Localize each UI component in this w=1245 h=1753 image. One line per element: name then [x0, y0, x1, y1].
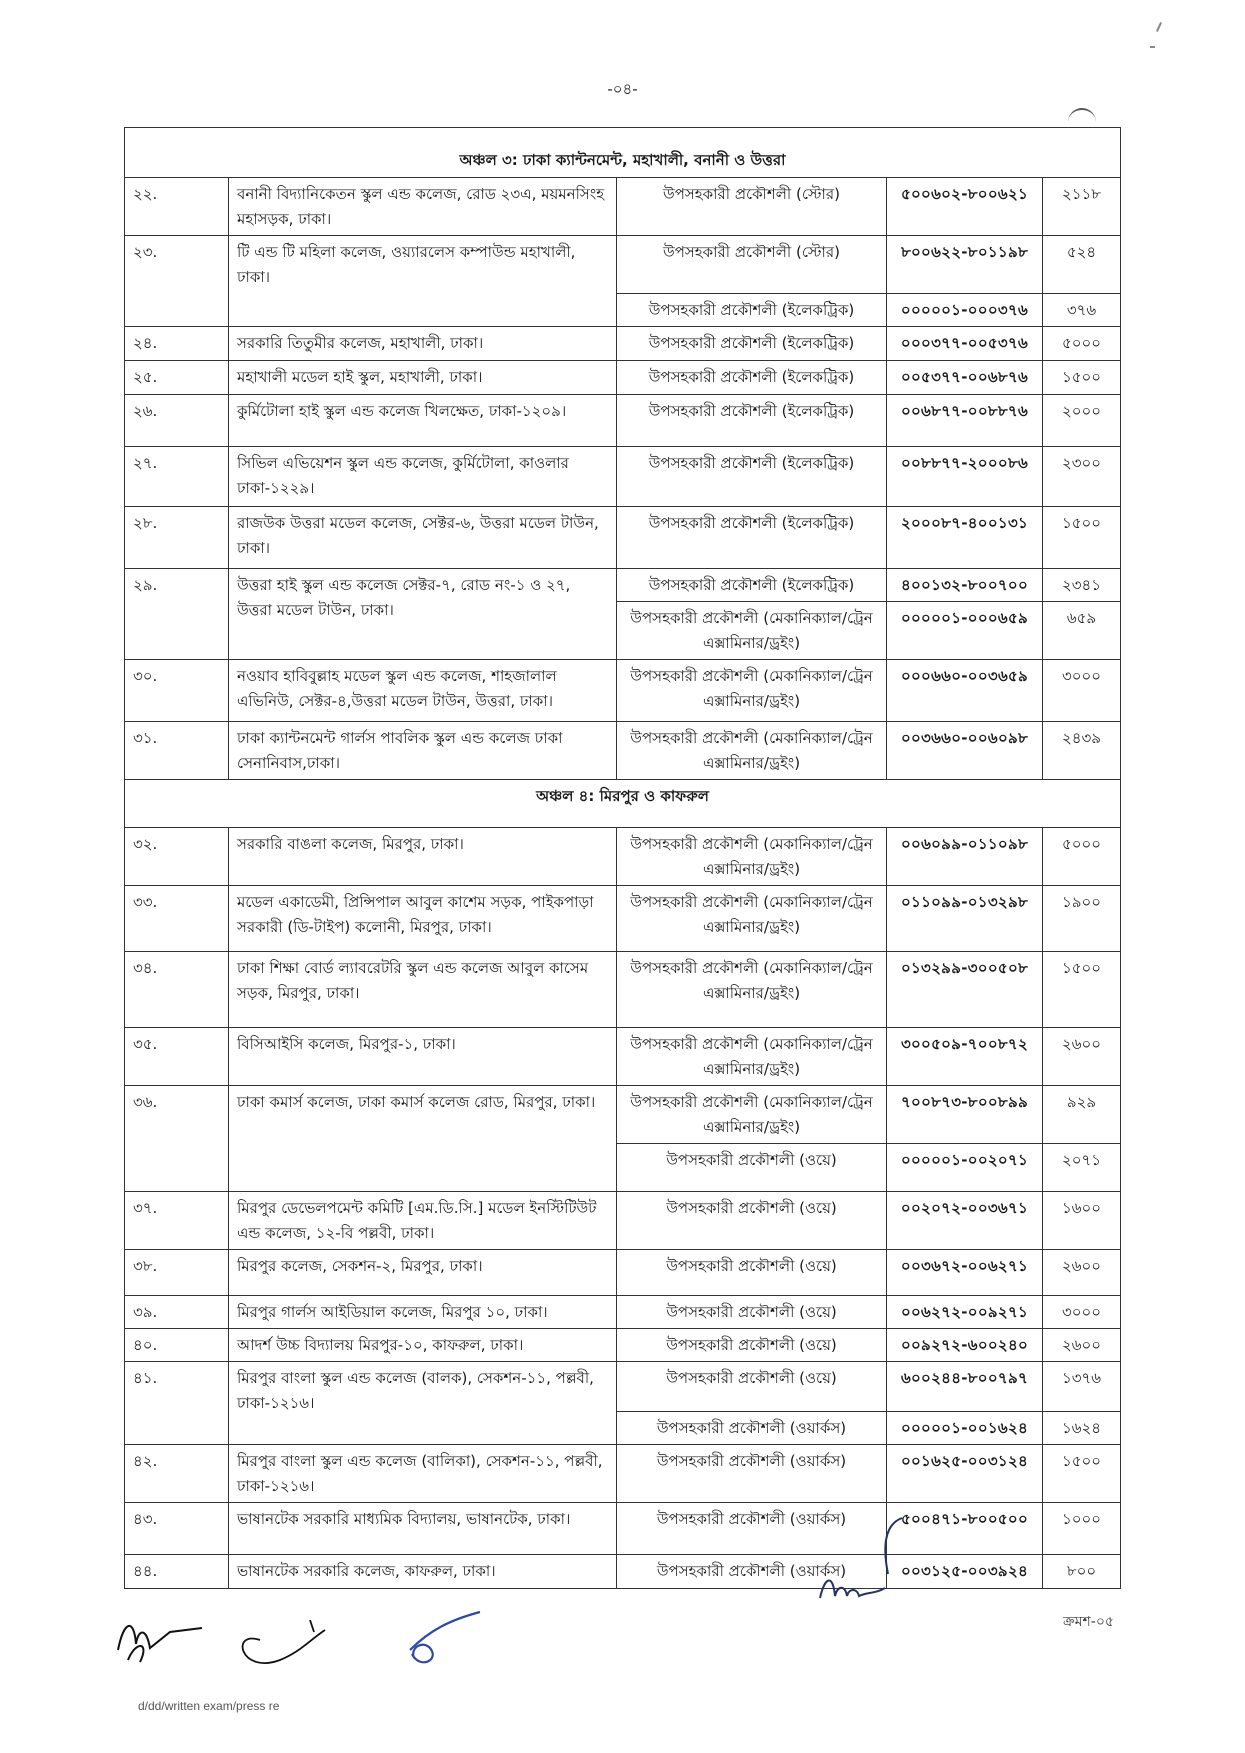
post-cell: উপসহকারী প্রকৌশলী (ইলেকট্রিক)	[617, 395, 887, 447]
institution-cell: ঢাকা কমার্স কলেজ, ঢাকা কমার্স কলেজ রোড, মিরপুর, ঢাকা।	[229, 1086, 617, 1192]
post-cell: উপসহকারী প্রকৌশলী (ইলেকট্রিক)	[617, 569, 887, 602]
serial-cell: ২৮.	[125, 507, 229, 569]
post-cell: উপসহকারী প্রকৌশলী (ওয়ে)	[617, 1250, 887, 1296]
table-row	[125, 1555, 1121, 1589]
institution-cell: সরকারি তিতুমীর কলেজ, মহাখালী, ঢাকা।	[229, 327, 617, 361]
table-row	[125, 1503, 1121, 1555]
table-row	[125, 952, 1121, 1028]
serial-cell: ২৯.	[125, 569, 229, 660]
candidate-count-cell: ২১১৮	[1043, 178, 1121, 236]
post-cell: উপসহকারী প্রকৌশলী (মেকানিক্যাল/ট্রেন এক্সামিনার/ড্রইং)	[617, 952, 887, 1028]
roll-range-cell: ০০৫৩৭৭-০০৬৮৭৬	[887, 361, 1043, 395]
candidate-count-cell: ২৩৪১	[1043, 569, 1121, 602]
post-cell: উপসহকারী প্রকৌশলী (মেকানিক্যাল/ট্রেন এক্সামিনার/ড্রইং)	[617, 602, 887, 660]
post-cell: উপসহকারী প্রকৌশলী (ওয়ে)	[617, 1329, 887, 1362]
candidate-count-cell: ৫২৪	[1043, 236, 1121, 294]
candidate-count-cell: ৮০০	[1043, 1555, 1121, 1589]
table-row	[125, 361, 1121, 395]
table-row	[125, 1192, 1121, 1250]
candidate-count-cell: ৬৫৯	[1043, 602, 1121, 660]
roll-range-cell: ০০৩৬৭২-০০৬২৭১	[887, 1250, 1043, 1296]
corner-tick	[1150, 46, 1155, 48]
table-row	[125, 1296, 1121, 1329]
post-cell: উপসহকারী প্রকৌশলী (মেকানিক্যাল/ট্রেন এক্সামিনার/ড্রইং)	[617, 660, 887, 722]
roll-range-cell: ০০৬৮৭৭-০০৮৮৭৬	[887, 395, 1043, 447]
post-cell: উপসহকারী প্রকৌশলী (মেকানিক্যাল/ট্রেন এক্সামিনার/ড্রইং)	[617, 1028, 887, 1086]
post-cell: উপসহকারী প্রকৌশলী (ওয়ে)	[617, 1192, 887, 1250]
region-heading: অঞ্চল ৩: ঢাকা ক্যান্টনমেন্ট, মহাখালী, বনানী ও উত্তরা	[125, 128, 1121, 178]
table-row	[125, 236, 1121, 294]
roll-range-cell: ৫০০৪৭১-৮০০৫০০	[887, 1503, 1043, 1555]
table-row	[125, 1086, 1121, 1144]
region-heading-row	[125, 780, 1121, 828]
candidate-count-cell: ২০৭১	[1043, 1144, 1121, 1192]
region-heading-row	[125, 128, 1121, 178]
roll-range-cell: ০০৬০৯৯-০১১০৯৮	[887, 828, 1043, 886]
roll-range-cell: ০০০০০১-০০০৬৫৯	[887, 602, 1043, 660]
roll-range-cell: ০০০০০১-০০০৩৭৬	[887, 294, 1043, 327]
serial-cell: ৪৩.	[125, 1503, 229, 1555]
candidate-count-cell: ১৯০০	[1043, 886, 1121, 952]
candidate-count-cell: ১০০০	[1043, 1503, 1121, 1555]
corner-tick	[1156, 22, 1162, 32]
institution-cell: টি এন্ড টি মহিলা কলেজ, ওয়্যারলেস কম্পাউন্ড মহাখালী, ঢাকা।	[229, 236, 617, 327]
post-cell: উপসহকারী প্রকৌশলী (মেকানিক্যাল/ট্রেন এক্সামিনার/ড্রইং)	[617, 1086, 887, 1144]
candidate-count-cell: ২৪৩৯	[1043, 722, 1121, 780]
page-number: -০৪-	[607, 80, 638, 98]
candidate-count-cell: ১৬০০	[1043, 1192, 1121, 1250]
serial-cell: ৩৭.	[125, 1192, 229, 1250]
serial-cell: ৪০.	[125, 1329, 229, 1362]
post-cell: উপসহকারী প্রকৌশলী (ওয়ে)	[617, 1296, 887, 1329]
candidate-count-cell: ২৬০০	[1043, 1329, 1121, 1362]
region-heading: অঞ্চল ৪: মিরপুর ও কাফরুল	[125, 780, 1121, 828]
serial-cell: ৩৫.	[125, 1028, 229, 1086]
table-row	[125, 327, 1121, 361]
candidate-count-cell: ৩০০০	[1043, 660, 1121, 722]
serial-cell: ৩০.	[125, 660, 229, 722]
table-row	[125, 395, 1121, 447]
post-cell: উপসহকারী প্রকৌশলী (মেকানিক্যাল/ট্রেন এক্সামিনার/ড্রইং)	[617, 828, 887, 886]
roll-range-cell: ৪০০১৩২-৮০০৭০০	[887, 569, 1043, 602]
institution-cell: ভাষানটেক সরকারি মাধ্যমিক বিদ্যালয়, ভাষানটেক, ঢাকা।	[229, 1503, 617, 1555]
corner-mark	[1068, 108, 1096, 124]
post-cell: উপসহকারী প্রকৌশলী (ইলেকট্রিক)	[617, 447, 887, 507]
roll-range-cell: ০০৯২৭২-৬০০২৪০	[887, 1329, 1043, 1362]
candidate-count-cell: ২৩০০	[1043, 447, 1121, 507]
serial-cell: ৪২.	[125, 1445, 229, 1503]
serial-cell: ২৬.	[125, 395, 229, 447]
table-row	[125, 1250, 1121, 1296]
roll-range-cell: ০০০০০১-০০২০৭১	[887, 1144, 1043, 1192]
scribble-mark	[880, 1514, 904, 1580]
roll-range-cell: ০০৬২৭২-০০৯২৭১	[887, 1296, 1043, 1329]
institution-cell: নওয়াব হাবিবুল্লাহ মডেল স্কুল এন্ড কলেজ, শাহজালাল এভিনিউ, সেক্টর-৪,উত্তরা মডেল টাউন, উত্তরা, ঢাকা।	[229, 660, 617, 722]
table-row	[125, 828, 1121, 886]
institution-cell: বিসিআইসি কলেজ, মিরপুর-১, ঢাকা।	[229, 1028, 617, 1086]
table-row	[125, 1329, 1121, 1362]
institution-cell: বনানী বিদ্যানিকেতন স্কুল এন্ড কলেজ, রোড ২৩এ, ময়মনসিংহ মহাসড়ক, ঢাকা।	[229, 178, 617, 236]
post-cell: উপসহকারী প্রকৌশলী (ওয়ার্কস)	[617, 1412, 887, 1445]
roll-range-cell: ০০৩১২৫-০০৩৯২৪	[887, 1555, 1043, 1589]
roll-range-cell: ০১৩২৯৯-৩০০৫০৮	[887, 952, 1043, 1028]
candidate-count-cell: ৫০০০	[1043, 828, 1121, 886]
post-cell: উপসহকারী প্রকৌশলী (স্টোর)	[617, 178, 887, 236]
roll-range-cell: ৮০০৬২২-৮০১১৯৮	[887, 236, 1043, 294]
institution-cell: ঢাকা শিক্ষা বোর্ড ল্যাবরেটরি স্কুল এন্ড কলেজ আবুল কাসেম সড়ক, মিরপুর, ঢাকা।	[229, 952, 617, 1028]
serial-cell: ৩১.	[125, 722, 229, 780]
table-row	[125, 569, 1121, 602]
serial-cell: ২৫.	[125, 361, 229, 395]
serial-cell: ২৪.	[125, 327, 229, 361]
signatures	[110, 1600, 530, 1680]
roll-range-cell: ৫০০৬০২-৮০০৬২১	[887, 178, 1043, 236]
table-row	[125, 886, 1121, 952]
serial-cell: ৪৪.	[125, 1555, 229, 1589]
table-row	[125, 660, 1121, 722]
serial-cell: ২৭.	[125, 447, 229, 507]
serial-cell: ৩৪.	[125, 952, 229, 1028]
candidate-count-cell: ১৫০০	[1043, 507, 1121, 569]
institution-cell: মহাখালী মডেল হাই স্কুল, মহাখালী, ঢাকা।	[229, 361, 617, 395]
candidate-count-cell: ২৬০০	[1043, 1028, 1121, 1086]
serial-cell: ৪১.	[125, 1362, 229, 1445]
institution-cell: সিভিল এভিয়েশন স্কুল এন্ড কলেজ, কুর্মিটোলা, কাওলার ঢাকা-১২২৯।	[229, 447, 617, 507]
institution-cell: ঢাকা ক্যান্টনমেন্ট গার্লস পাবলিক স্কুল এন্ড কলেজ ঢাকা সেনানিবাস,ঢাকা।	[229, 722, 617, 780]
roll-range-cell: ২০০০৮৭-৪০০১৩১	[887, 507, 1043, 569]
roll-range-cell: ০১১০৯৯-০১৩২৯৮	[887, 886, 1043, 952]
institution-cell: রাজউক উত্তরা মডেল কলেজ, সেক্টর-৬, উত্তরা মডেল টাউন, ঢাকা।	[229, 507, 617, 569]
candidate-count-cell: ২০০০	[1043, 395, 1121, 447]
institution-cell: সরকারি বাঙলা কলেজ, মিরপুর, ঢাকা।	[229, 828, 617, 886]
institution-cell: মিরপুর গার্লস আইডিয়াল কলেজ, মিরপুর ১০, ঢাকা।	[229, 1296, 617, 1329]
post-cell: উপসহকারী প্রকৌশলী (ইলেকট্রিক)	[617, 507, 887, 569]
candidate-count-cell: ৫০০০	[1043, 327, 1121, 361]
table-row	[125, 722, 1121, 780]
post-cell: উপসহকারী প্রকৌশলী (ওয়ার্কস)	[617, 1503, 887, 1555]
table-row	[125, 447, 1121, 507]
serial-cell: ৩৯.	[125, 1296, 229, 1329]
candidate-count-cell: ৩৭৬	[1043, 294, 1121, 327]
candidate-count-cell: ১৩৭৬	[1043, 1362, 1121, 1412]
post-cell: উপসহকারী প্রকৌশলী (ওয়ে)	[617, 1144, 887, 1192]
roll-range-cell: ০০৮৮৭৭-২০০০৮৬	[887, 447, 1043, 507]
file-path: d/dd/written exam/press re	[138, 1699, 280, 1713]
institution-cell: কুর্মিটোলা হাই স্কুল এন্ড কলেজ খিলক্ষেত, ঢাকা-১২০৯।	[229, 395, 617, 447]
candidate-count-cell: ৩০০০	[1043, 1296, 1121, 1329]
table-row	[125, 507, 1121, 569]
candidate-count-cell: ৯২৯	[1043, 1086, 1121, 1144]
post-cell: উপসহকারী প্রকৌশলী (ওয়ার্কস)	[617, 1555, 887, 1589]
roll-range-cell: ০০৩৬৬০-০০৬০৯৮	[887, 722, 1043, 780]
institution-cell: মিরপুর ডেভেলপমেন্ট কমিটি [এম.ডি.সি.] মডেল ইনস্টিটিউট এন্ড কলেজ, ১২-বি পল্লবী, ঢাকা।	[229, 1192, 617, 1250]
serial-cell: ৩২.	[125, 828, 229, 886]
serial-cell: ৩৮.	[125, 1250, 229, 1296]
continuation-note: ক্রমশ-০৫	[1063, 1614, 1115, 1630]
post-cell: উপসহকারী প্রকৌশলী (ওয়ে)	[617, 1362, 887, 1412]
post-cell: উপসহকারী প্রকৌশলী (ইলেকট্রিক)	[617, 327, 887, 361]
serial-cell: ২২.	[125, 178, 229, 236]
table-row	[125, 178, 1121, 236]
roll-range-cell: ৬০০২৪৪-৮০০৭৯৭	[887, 1362, 1043, 1412]
table-row	[125, 1445, 1121, 1503]
roll-range-cell: ৩০০৫০৯-৭০০৮৭২	[887, 1028, 1043, 1086]
table-row	[125, 1028, 1121, 1086]
serial-cell: ৩৬.	[125, 1086, 229, 1192]
post-cell: উপসহকারী প্রকৌশলী (মেকানিক্যাল/ট্রেন এক্সামিনার/ড্রইং)	[617, 722, 887, 780]
candidate-count-cell: ১৫০০	[1043, 361, 1121, 395]
institution-cell: মডেল একাডেমী, প্রিন্সিপাল আবুল কাশেম সড়ক, পাইকপাড়া সরকারী (ডি-টাইপ) কলোনী, মিরপুর, ঢাকা।	[229, 886, 617, 952]
roll-range-cell: ০০০৬৬০-০০৩৬৫৯	[887, 660, 1043, 722]
roll-range-cell: ৭০০৮৭৩-৮০০৮৯৯	[887, 1086, 1043, 1144]
candidate-count-cell: ১৫০০	[1043, 1445, 1121, 1503]
candidate-count-cell: ২৬০০	[1043, 1250, 1121, 1296]
post-cell: উপসহকারী প্রকৌশলী (ওয়ার্কস)	[617, 1445, 887, 1503]
table-row	[125, 1362, 1121, 1412]
roll-range-cell: ০০০৩৭৭-০০৫৩৭৬	[887, 327, 1043, 361]
serial-cell: ৩৩.	[125, 886, 229, 952]
post-cell: উপসহকারী প্রকৌশলী (মেকানিক্যাল/ট্রেন এক্সামিনার/ড্রইং)	[617, 886, 887, 952]
candidate-count-cell: ১৬২৪	[1043, 1412, 1121, 1445]
institution-cell: আদর্শ উচ্চ বিদ্যালয় মিরপুর-১০, কাফরুল, ঢাকা।	[229, 1329, 617, 1362]
exam-center-table	[124, 127, 1121, 1589]
institution-cell: মিরপুর বাংলা স্কুল এন্ড কলেজ (বালক), সেকশন-১১, পল্লবী, ঢাকা-১২১৬।	[229, 1362, 617, 1445]
post-cell: উপসহকারী প্রকৌশলী (স্টোর)	[617, 236, 887, 294]
roll-range-cell: ০০১৬২৫-০০৩১২৪	[887, 1445, 1043, 1503]
roll-range-cell: ০০০০০১-০০১৬২৪	[887, 1412, 1043, 1445]
roll-range-cell: ০০২০৭২-০০৩৬৭১	[887, 1192, 1043, 1250]
institution-cell: ভাষানটেক সরকারি কলেজ, কাফরুল, ঢাকা।	[229, 1555, 617, 1589]
post-cell: উপসহকারী প্রকৌশলী (ইলেকট্রিক)	[617, 361, 887, 395]
post-cell: উপসহকারী প্রকৌশলী (ইলেকট্রিক)	[617, 294, 887, 327]
institution-cell: মিরপুর কলেজ, সেকশন-২, মিরপুর, ঢাকা।	[229, 1250, 617, 1296]
institution-cell: উত্তরা হাই স্কুল এন্ড কলেজ সেক্টর-৭, রোড নং-১ ও ২৭, উত্তরা মডেল টাউন, ঢাকা।	[229, 569, 617, 660]
serial-cell: ২৩.	[125, 236, 229, 327]
candidate-count-cell: ১৫০০	[1043, 952, 1121, 1028]
institution-cell: মিরপুর বাংলা স্কুল এন্ড কলেজ (বালিকা), সেকশন-১১, পল্লবী, ঢাকা-১২১৬।	[229, 1445, 617, 1503]
